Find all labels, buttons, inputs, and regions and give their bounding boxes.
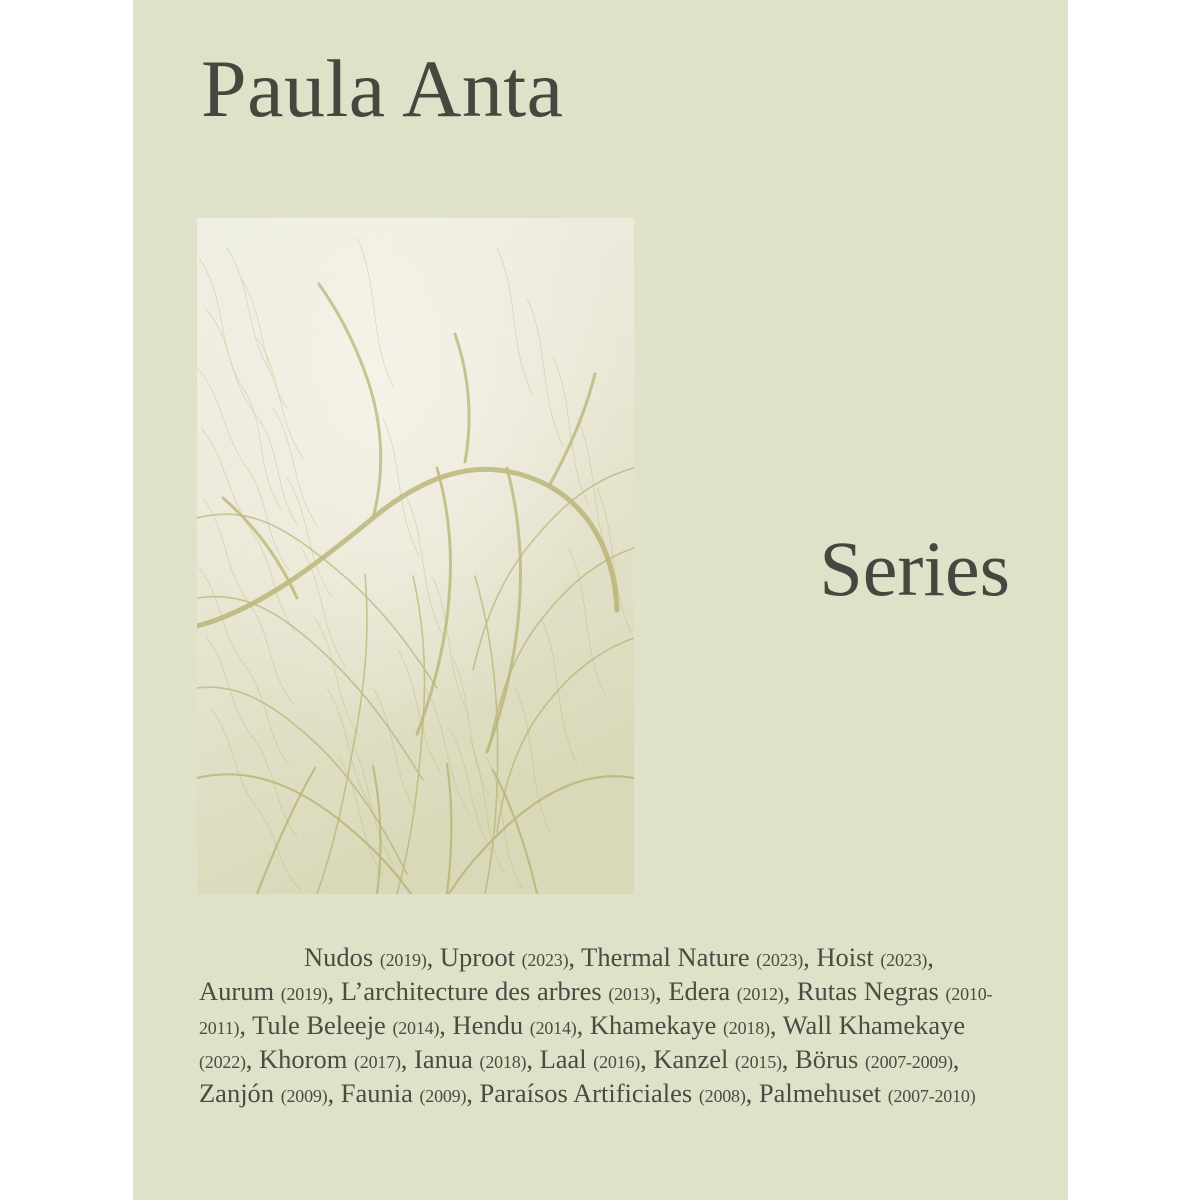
series-year: (2012) (736, 984, 784, 1005)
series-title: Ianua (414, 1044, 480, 1075)
series-separator: , (640, 1044, 654, 1075)
page-title: Paula Anta (201, 43, 564, 134)
series-year: (2023) (880, 950, 928, 970)
series-title: Kanzel (653, 1044, 735, 1075)
series-year: (2023) (756, 950, 804, 970)
series-title: Edera (668, 976, 737, 1007)
series-year: (2014) (529, 1018, 577, 1039)
section-heading: Series (819, 525, 1010, 612)
series-separator: , (769, 1010, 783, 1041)
series-title: Tule Beleeje (252, 1010, 393, 1041)
series-title: Khorom (259, 1044, 354, 1075)
series-separator: , (245, 1044, 260, 1075)
series-title-list (199, 940, 1004, 1110)
series-separator: , (745, 1078, 759, 1109)
series-separator: , (439, 1010, 453, 1041)
series-year: (2018) (723, 1018, 770, 1039)
series-separator: , (400, 1044, 415, 1075)
series-year: (2017) (354, 1052, 401, 1073)
series-separator: , (781, 1044, 796, 1075)
series-separator: , (327, 976, 341, 1007)
series-separator: , (568, 942, 582, 972)
series-separator: , (783, 976, 797, 1007)
series-year: (2018) (479, 1052, 527, 1073)
series-title: Aurum (199, 976, 281, 1007)
branch-illustration (197, 218, 634, 894)
series-title: Khamekaye (589, 1010, 724, 1041)
series-year: (2019) (280, 984, 328, 1005)
series-year: (2015) (735, 1052, 782, 1073)
series-separator: , (655, 976, 669, 1007)
series-separator: , (327, 1078, 341, 1109)
series-year: (2007-2010) (887, 1086, 976, 1107)
series-year: (2014) (392, 1018, 440, 1039)
series-title: Thermal Nature (581, 942, 757, 972)
series-title: L’architecture des arbres (340, 976, 609, 1007)
series-separator: , (803, 942, 817, 972)
series-year: (2009) (419, 1086, 467, 1107)
series-title: Palmehuset (758, 1078, 888, 1109)
series-year: (2007-2009) (865, 1052, 953, 1073)
series-title: Nudos (304, 942, 380, 972)
series-separator: , (426, 942, 440, 972)
book-cover-panel (133, 0, 1068, 1200)
series-separator: , (927, 942, 934, 972)
series-title: Faunia (340, 1078, 420, 1109)
series-separator: , (952, 1044, 960, 1075)
series-separator: , (239, 1010, 253, 1041)
series-separator: , (576, 1010, 590, 1041)
series-title: Paraísos Artificiales (479, 1078, 699, 1109)
series-title: Börus (795, 1044, 865, 1075)
series-title: Wall Khamekaye (782, 1010, 966, 1041)
series-title: Zanjón (199, 1078, 281, 1109)
series-year: (2023) (521, 950, 569, 970)
tree-branches-photograph (197, 218, 634, 894)
series-title: Uproot (439, 942, 522, 972)
series-year: (2022) (199, 1052, 246, 1073)
series-separator: , (466, 1078, 480, 1109)
series-separator: , (526, 1044, 540, 1075)
series-title: Laal (539, 1044, 594, 1075)
series-year: (2008) (698, 1086, 746, 1107)
series-year: (2019) (379, 950, 427, 970)
series-title: Hendu (452, 1010, 530, 1041)
series-year: (2010-2011) (199, 984, 993, 1039)
series-year: (2013) (608, 984, 656, 1005)
series-year: (2016) (593, 1052, 641, 1073)
series-title: Rutas Negras (796, 976, 946, 1007)
series-year: (2009) (280, 1086, 328, 1107)
series-title: Hoist (816, 942, 881, 972)
